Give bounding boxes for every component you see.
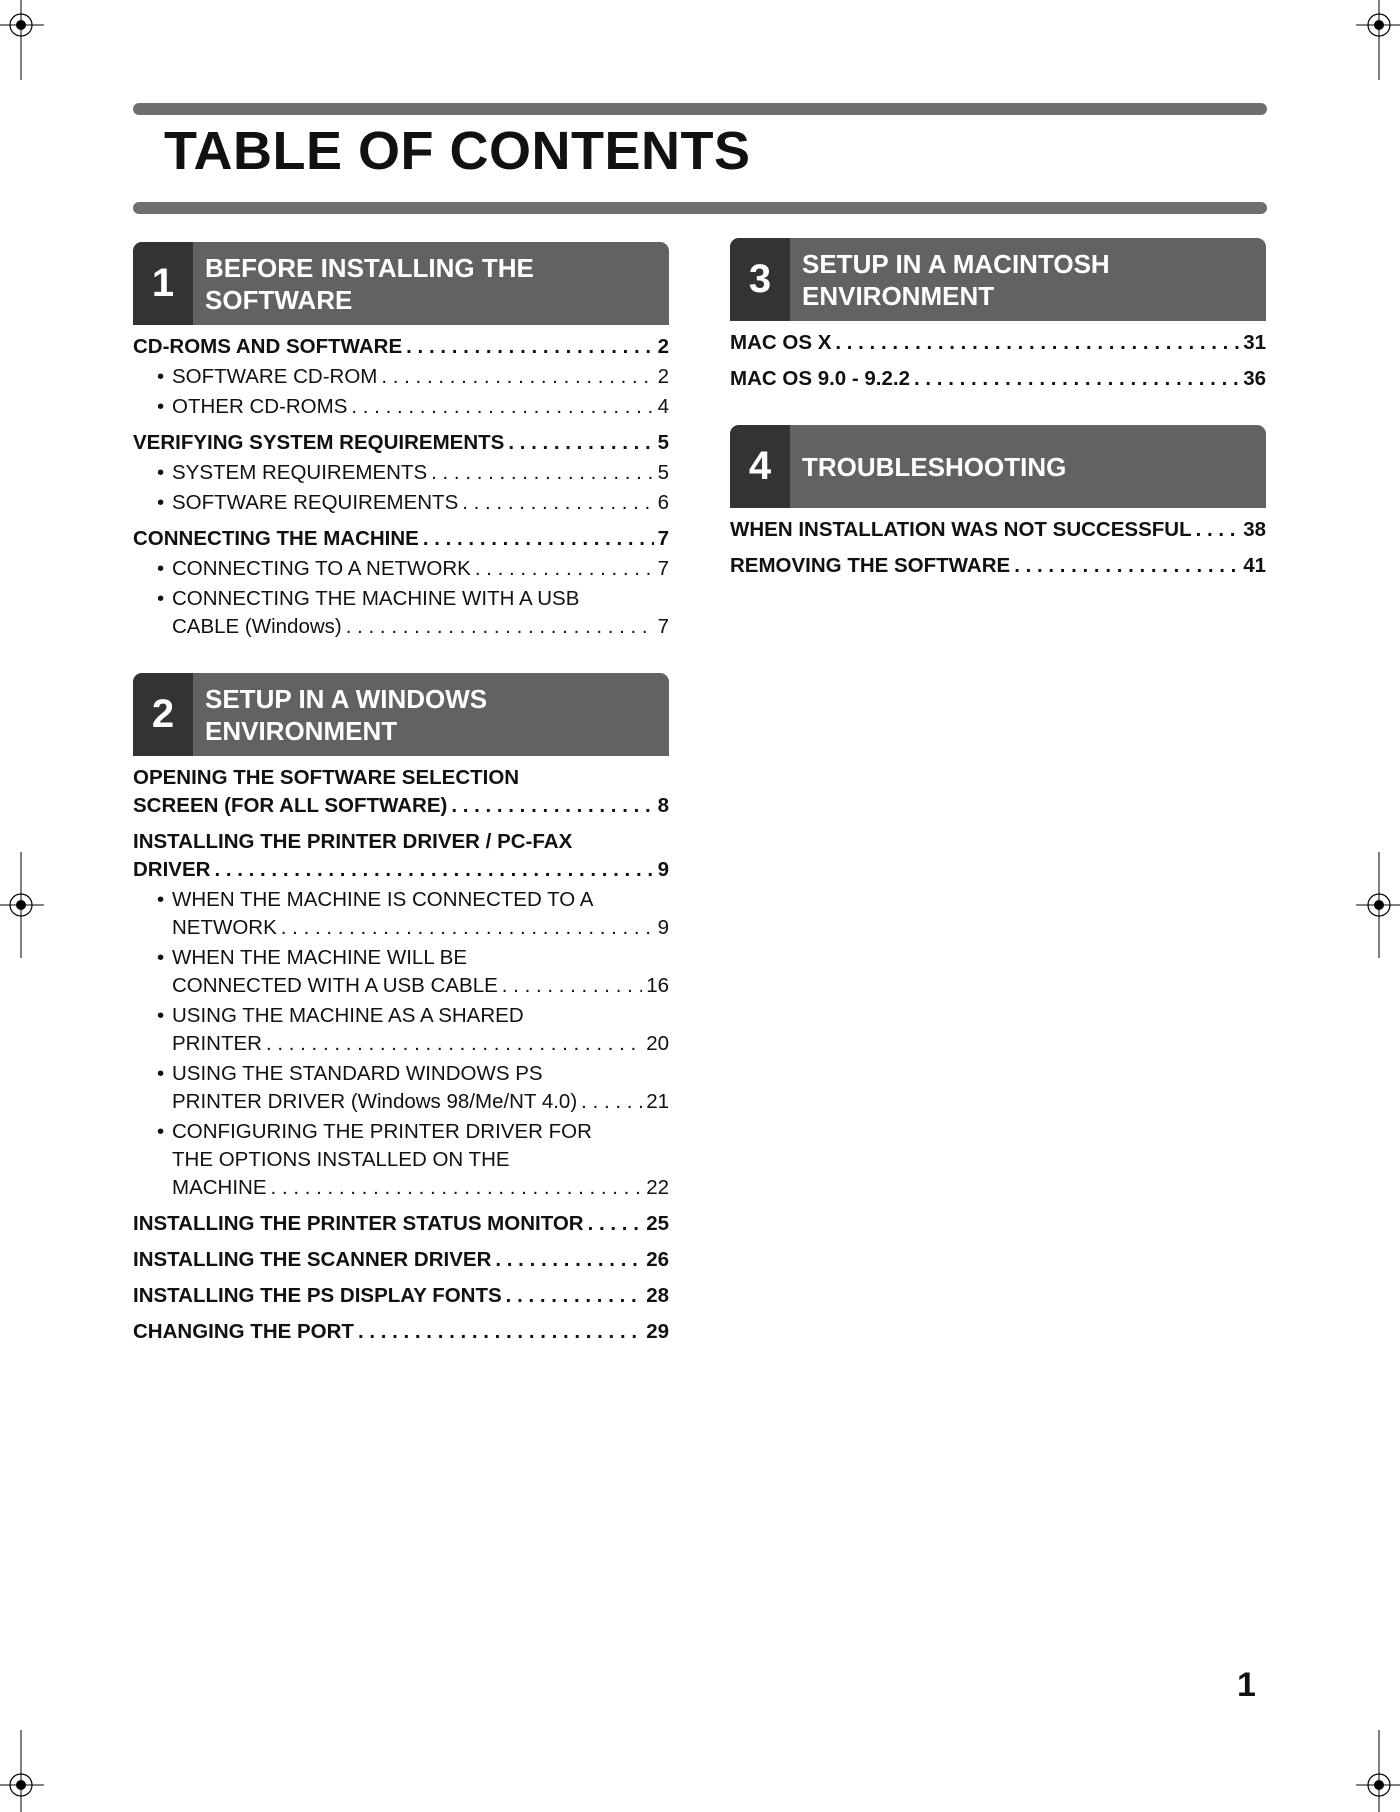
toc-entry[interactable]: [133, 1210, 669, 1238]
entry-line: [172, 1088, 669, 1116]
entry-line: [133, 1282, 669, 1310]
toc-subentry[interactable]: [133, 585, 669, 641]
entry-text: MAC OS X: [730, 331, 832, 354]
entry-line: [172, 363, 669, 391]
chapter-title: BEFORE INSTALLING THE SOFTWARE: [205, 252, 534, 315]
entry-page-number: 25: [646, 1212, 669, 1235]
entry-page-number: 29: [646, 1320, 669, 1343]
entry-text: SYSTEM REQUIREMENTS: [172, 461, 428, 484]
entry-page-number: 38: [1243, 518, 1266, 541]
dot-leader: [447, 792, 653, 820]
entry-page-number: 8: [657, 794, 669, 817]
entry-text: OPENING THE SOFTWARE SELECTION: [133, 766, 520, 789]
toc-entry[interactable]: [133, 333, 669, 361]
entry-line: [133, 333, 669, 361]
toc-entry[interactable]: [730, 329, 1266, 357]
entry-page-number: 20: [646, 1032, 669, 1055]
dot-leader: [427, 459, 653, 487]
chapter-header: [133, 242, 669, 325]
toc-subentry[interactable]: [133, 944, 669, 1000]
entry-text-continued: PRINTER DRIVER (Windows 98/Me/NT 4.0): [172, 1090, 578, 1113]
toc-entry[interactable]: [133, 1282, 669, 1310]
toc-subentry[interactable]: [133, 489, 669, 517]
entry-text: CHANGING THE PORT: [133, 1320, 354, 1343]
toc-subentry[interactable]: [133, 555, 669, 583]
entry-text-continued: PRINTER: [172, 1032, 262, 1055]
chapter-number: 3: [730, 238, 790, 321]
dot-leader: [267, 1174, 643, 1202]
entry-page-number: 9: [657, 916, 669, 939]
title-rule-bottom: [133, 202, 1267, 214]
dot-leader: [277, 914, 654, 942]
chapter-header: [133, 673, 669, 756]
entry-page-number: 5: [657, 461, 669, 484]
page-title: TABLE OF CONTENTS: [164, 121, 751, 181]
entry-line: [133, 525, 669, 553]
toc-subentry[interactable]: [133, 1002, 669, 1058]
chapter-entries: [133, 764, 669, 1346]
entry-text: WHEN THE MACHINE WILL BE: [172, 946, 468, 969]
registration-mark-icon: [0, 0, 44, 80]
entry-line: [730, 329, 1266, 357]
chapter-title: SETUP IN A WINDOWS ENVIRONMENT: [205, 683, 488, 746]
toc-subentry[interactable]: [133, 393, 669, 421]
entry-line: [133, 1246, 669, 1274]
entry-line: [172, 613, 669, 641]
dot-leader: [584, 1210, 643, 1238]
chapter-title: TROUBLESHOOTING: [802, 451, 1067, 482]
entry-text: CONNECTING THE MACHINE: [133, 527, 419, 550]
chapter-title: SETUP IN A MACINTOSH ENVIRONMENT: [802, 248, 1110, 311]
entry-page-number: 5: [657, 431, 669, 454]
dot-leader: [419, 525, 654, 553]
dot-leader: [491, 1246, 642, 1274]
chapter-entries: [730, 329, 1266, 393]
chapter-entries: [133, 333, 669, 641]
dot-leader: [342, 613, 654, 641]
entry-page-number: 21: [646, 1090, 669, 1113]
entry-line: [133, 429, 669, 457]
chapter-entries: [730, 516, 1266, 580]
entry-line: [172, 1174, 669, 1202]
entry-line: [730, 365, 1266, 393]
registration-mark-icon: [1356, 0, 1400, 80]
entry-text: USING THE STANDARD WINDOWS PS: [172, 1062, 543, 1085]
entry-page-number: 2: [657, 335, 669, 358]
entry-line: [133, 1318, 669, 1346]
entry-line: [133, 792, 669, 820]
chapter-number: 1: [133, 242, 193, 325]
entry-line: [172, 489, 669, 517]
chapter-number: 4: [730, 425, 790, 508]
entry-text-continued: MACHINE: [172, 1176, 267, 1199]
dot-leader: [498, 972, 642, 1000]
chapter-header: [730, 425, 1266, 508]
bullet-icon: •: [157, 365, 165, 388]
entry-line: [172, 1030, 669, 1058]
dot-leader: [1010, 552, 1239, 580]
toc-entry[interactable]: [730, 365, 1266, 393]
entry-page-number: 31: [1243, 331, 1266, 354]
entry-page-number: 2: [657, 365, 669, 388]
toc-column-left: [133, 242, 669, 1346]
entry-line: [172, 972, 669, 1000]
entry-page-number: 41: [1243, 554, 1266, 577]
toc-entry[interactable]: [730, 552, 1266, 580]
entry-text: SOFTWARE REQUIREMENTS: [172, 491, 459, 514]
entry-line: [172, 914, 669, 942]
entry-text: INSTALLING THE PS DISPLAY FONTS: [133, 1284, 502, 1307]
section-spacer: [730, 393, 1266, 425]
entry-text: WHEN INSTALLATION WAS NOT SUCCESSFUL: [730, 518, 1192, 541]
chapter-number: 2: [133, 673, 193, 756]
toc-entry[interactable]: [133, 429, 669, 457]
entry-page-number: 7: [657, 527, 669, 550]
toc-subentry[interactable]: [133, 363, 669, 391]
entry-line: [172, 459, 669, 487]
entry-text-continued: DRIVER: [133, 858, 211, 881]
registration-mark-icon: [1356, 852, 1400, 958]
toc-entry[interactable]: [133, 828, 669, 884]
bullet-icon: •: [157, 1062, 165, 1085]
entry-line: [730, 516, 1266, 544]
entry-page-number: 26: [646, 1248, 669, 1271]
entry-text-continued: NETWORK: [172, 916, 277, 939]
entry-text: INSTALLING THE PRINTER DRIVER / PC-FAX: [133, 830, 573, 853]
chapter-header: [730, 238, 1266, 321]
entry-line: [172, 393, 669, 421]
section-spacer: [133, 641, 669, 673]
title-rule-top: [133, 103, 1267, 115]
dot-leader: [402, 333, 653, 361]
entry-page-number: 9: [657, 858, 669, 881]
toc-entry[interactable]: [133, 764, 669, 820]
entry-line: [172, 555, 669, 583]
entry-page-number: 7: [657, 615, 669, 638]
entry-page-number: 6: [657, 491, 669, 514]
entry-text-continued: SCREEN (FOR ALL SOFTWARE): [133, 794, 448, 817]
entry-text: USING THE MACHINE AS A SHARED: [172, 1004, 524, 1027]
dot-leader: [210, 856, 653, 884]
bullet-icon: •: [157, 491, 165, 514]
entry-page-number: 28: [646, 1284, 669, 1307]
toc-entry[interactable]: [133, 1318, 669, 1346]
dot-leader: [347, 393, 653, 421]
dot-leader: [1192, 516, 1240, 544]
bullet-icon: •: [157, 587, 165, 610]
entry-text: VERIFYING SYSTEM REQUIREMENTS: [133, 431, 505, 454]
entry-page-number: 4: [657, 395, 669, 418]
entry-text: CD-ROMS AND SOFTWARE: [133, 335, 403, 358]
dot-leader: [377, 363, 653, 391]
entry-text: INSTALLING THE SCANNER DRIVER: [133, 1248, 492, 1271]
entry-text-line2: THE OPTIONS INSTALLED ON THE: [172, 1148, 510, 1171]
entry-text: CONNECTING THE MACHINE WITH A USB: [172, 587, 580, 610]
toc-entry[interactable]: [730, 516, 1266, 544]
entry-line: [133, 1210, 669, 1238]
entry-text: SOFTWARE CD-ROM: [172, 365, 378, 388]
toc-entry[interactable]: [133, 1246, 669, 1274]
toc-column-right: [730, 238, 1266, 580]
registration-mark-icon: [0, 1730, 44, 1812]
entry-text: INSTALLING THE PRINTER STATUS MONITOR: [133, 1212, 584, 1235]
registration-mark-icon: [0, 852, 44, 958]
entry-page-number: 36: [1243, 367, 1266, 390]
toc-subentry[interactable]: [133, 1060, 669, 1116]
entry-text: WHEN THE MACHINE IS CONNECTED TO A: [172, 888, 594, 911]
entry-page-number: 7: [657, 557, 669, 580]
dot-leader: [471, 555, 654, 583]
entry-text-continued: CONNECTED WITH A USB CABLE: [172, 974, 498, 997]
toc-subentry[interactable]: [133, 886, 669, 942]
bullet-icon: •: [157, 946, 165, 969]
entry-text: REMOVING THE SOFTWARE: [730, 554, 1011, 577]
bullet-icon: •: [157, 461, 165, 484]
bullet-icon: •: [157, 1004, 165, 1027]
registration-mark-icon: [1356, 1730, 1400, 1812]
entry-text: OTHER CD-ROMS: [172, 395, 348, 418]
dot-leader: [458, 489, 653, 517]
entry-line: [730, 552, 1266, 580]
entry-page-number: 22: [646, 1176, 669, 1199]
bullet-icon: •: [157, 888, 165, 911]
entry-page-number: 16: [646, 974, 669, 997]
dot-leader: [577, 1088, 642, 1116]
dot-leader: [262, 1030, 642, 1058]
toc-subentry[interactable]: [133, 459, 669, 487]
entry-line: [133, 856, 669, 884]
dot-leader: [910, 365, 1239, 393]
toc-entry[interactable]: [133, 525, 669, 553]
entry-text-continued: CABLE (Windows): [172, 615, 342, 638]
bullet-icon: •: [157, 1120, 165, 1143]
dot-leader: [831, 329, 1239, 357]
entry-text: MAC OS 9.0 - 9.2.2: [730, 367, 911, 390]
entry-text: CONFIGURING THE PRINTER DRIVER FOR: [172, 1120, 592, 1143]
page-number: 1: [1237, 1666, 1256, 1704]
bullet-icon: •: [157, 395, 165, 418]
dot-leader: [354, 1318, 642, 1346]
bullet-icon: •: [157, 557, 165, 580]
dot-leader: [502, 1282, 643, 1310]
toc-subentry[interactable]: [133, 1118, 669, 1202]
dot-leader: [504, 429, 653, 457]
entry-text: CONNECTING TO A NETWORK: [172, 557, 471, 580]
